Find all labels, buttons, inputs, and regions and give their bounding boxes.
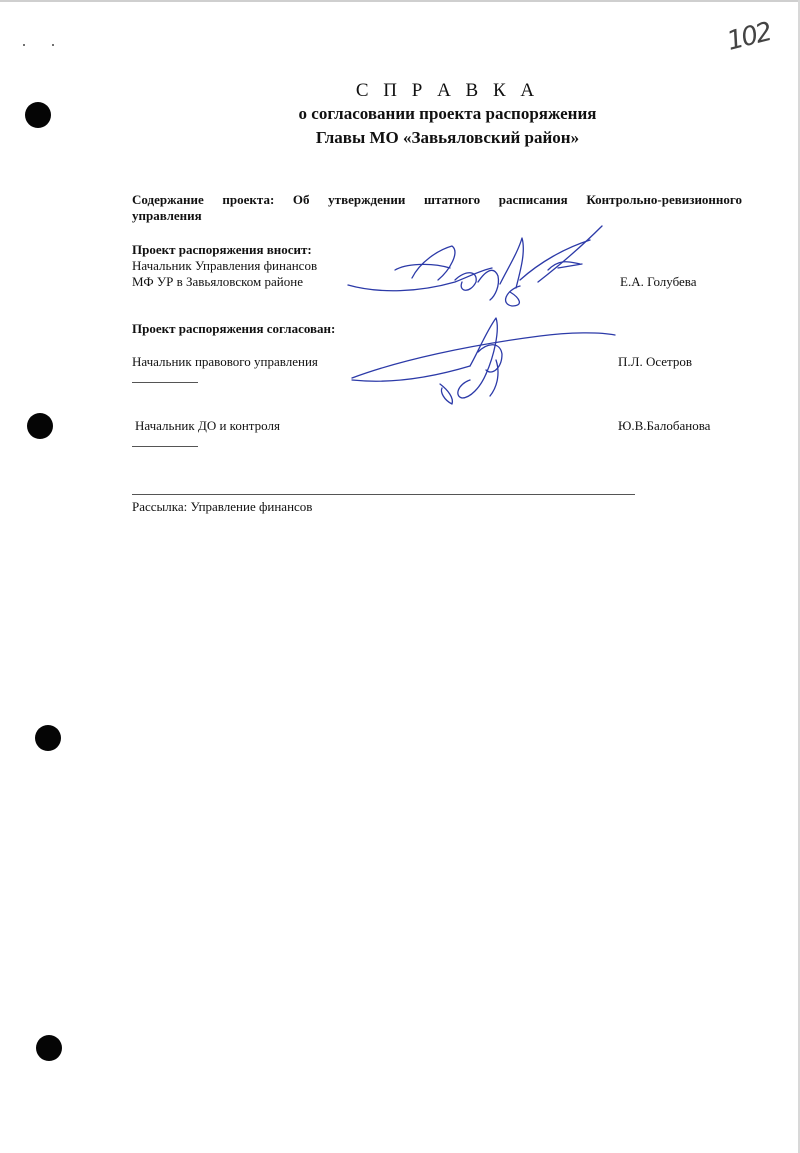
approvals-heading: Проект распоряжения согласован:	[132, 321, 336, 336]
content-line2: управления	[132, 208, 202, 223]
submitter-name: Е.А. Голубева	[620, 274, 697, 289]
document-subtitle-line2: Главы МО «Завьяловский район»	[315, 128, 580, 147]
document-subtitle-line1: о согласовании проекта распоряжения	[298, 104, 597, 123]
approval-position: Начальник правового управления	[132, 354, 318, 369]
approval-name: Ю.В.Балобанова	[618, 418, 711, 433]
content-line1: Содержание проекта: Об утверждении штатного расписания Контрольно-ревизионного	[132, 192, 742, 207]
document-title: С П Р А В К А	[355, 80, 540, 101]
signature-osetrov	[352, 318, 615, 404]
signature-golubeva	[348, 226, 602, 306]
approval-name: П.Л. Осетров	[618, 354, 693, 369]
approval-position: Начальник ДО и контроля	[135, 418, 280, 433]
handwritten-page-number: 102	[724, 17, 774, 57]
distribution-text: Рассылка: Управление финансов	[132, 499, 313, 514]
submitter-heading: Проект распоряжения вносит:	[132, 242, 312, 257]
submitter-position-line2: МФ УР в Завьяловском районе	[132, 274, 303, 289]
submitter-position-line1: Начальник Управления финансов	[132, 258, 318, 273]
